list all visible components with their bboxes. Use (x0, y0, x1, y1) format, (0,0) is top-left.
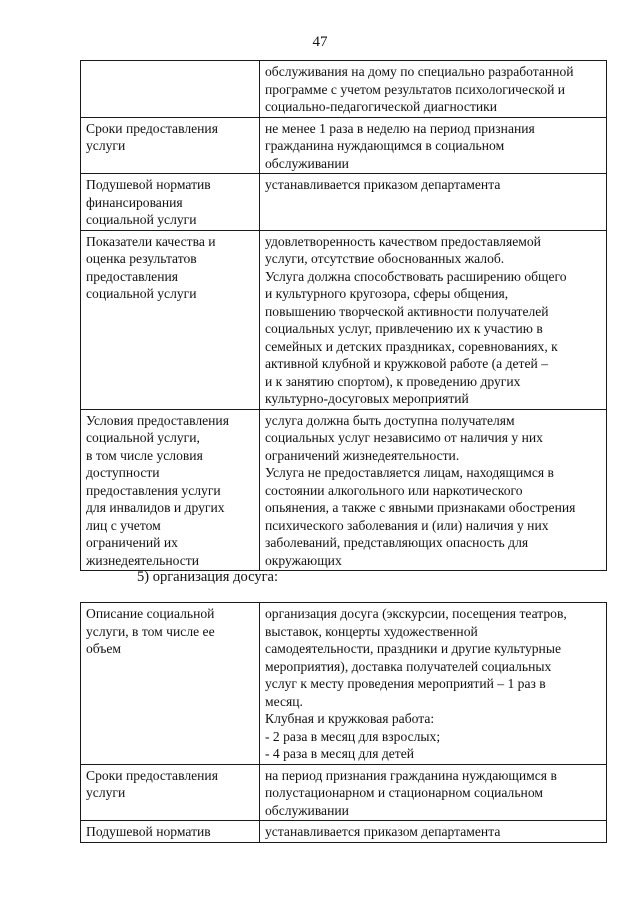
label-line: Подушевой норматив (86, 177, 211, 192)
value-line: гражданина нуждающимся в социальном (265, 138, 505, 153)
value-line: мероприятия), доставка получателей социальных (265, 658, 552, 674)
label-line: оценка результатов (86, 251, 197, 266)
label-line: услуги (86, 138, 126, 153)
row-value-cell (260, 603, 607, 765)
table-row (81, 174, 607, 231)
label-line: услуги (86, 785, 126, 800)
value-line: удовлетворенность качеством предоставляемой (265, 233, 541, 249)
value-line: программе с учетом результатов психологической и (265, 81, 566, 97)
value-line: - 4 раза в месяц для детей (265, 746, 415, 761)
label-line (86, 63, 254, 81)
value-line: окружающих (265, 552, 342, 568)
label-line: предоставления услуги (86, 482, 221, 498)
row-label-cell (81, 603, 260, 765)
row-label-cell (81, 409, 260, 571)
label-line: жизнедеятельности (86, 552, 199, 568)
value-line: социальных услуг, привлечению их к участию в (265, 321, 543, 336)
table-row (81, 409, 607, 571)
value-line: Клубная и кружковая работа: (265, 711, 435, 726)
label-line: услуги, в том числе ее (86, 623, 215, 639)
value-line: активной клубной и кружковой работе (а детей – (265, 356, 549, 371)
label-line: социальной услуги (86, 286, 197, 301)
section-heading: 5) организация досуга: (137, 569, 278, 585)
label-line: социальной услуги (86, 212, 197, 227)
value-line: социально-педагогической диагностики (265, 99, 498, 114)
label-line: ограничений их (86, 535, 178, 550)
label-line: в том числе условия (86, 447, 203, 463)
table-row (81, 117, 607, 174)
row-value-cell (260, 409, 607, 571)
value-line: социальных услуг независимо от наличия у них (265, 430, 543, 445)
row-label-cell (81, 117, 260, 174)
row-label-cell (81, 61, 260, 118)
value-line: и к занятию спортом), к проведению других (265, 373, 521, 389)
value-line: устанавливается приказом департамента (265, 824, 501, 839)
value-line: услуги, отсутствие обоснованных жалоб. (265, 251, 505, 266)
value-line: месяц. (265, 693, 303, 709)
table-row (81, 61, 607, 118)
value-line: выставок, концерты художественной (265, 623, 478, 639)
value-line: ограничений жизнедеятельности. (265, 447, 460, 463)
table-row (81, 230, 607, 409)
value-line: услуга должна быть доступна получателям (265, 412, 515, 428)
value-line: культурно-досуговых мероприятий (265, 391, 469, 406)
service-table-2 (80, 602, 607, 843)
row-value-cell (260, 230, 607, 409)
value-line: Услуга должна способствовать расширению общего (265, 268, 567, 284)
value-line: обслуживании (265, 802, 349, 818)
value-line: обслуживания на дому по специально разработанной (265, 64, 574, 79)
row-value-cell (260, 174, 607, 231)
table-row (81, 821, 607, 843)
value-line: заболеваний, представляющих опасность для (265, 535, 529, 550)
row-label-cell (81, 821, 260, 843)
label-line: для инвалидов и других (86, 500, 225, 515)
service-table-1 (80, 60, 607, 571)
label-line: Описание социальной (86, 606, 215, 621)
value-line: психического заболевания и (или) наличия у них (265, 517, 549, 533)
page-number: 47 (312, 34, 328, 50)
value-line: и культурного кругозора, сферы общения, (265, 286, 509, 301)
row-value-cell (260, 764, 607, 821)
value-line: Услуга не предоставляется лицам, находящимся в (265, 465, 554, 480)
value-line: - 2 раза в месяц для взрослых; (265, 728, 441, 744)
label-line: социальной услуги, (86, 430, 200, 445)
table-row (81, 764, 607, 821)
value-line: опьянения, а также с явными признаками обострения (265, 500, 576, 515)
label-line: лиц с учетом (86, 517, 161, 533)
value-line: не менее 1 раза в неделю на период признания (265, 120, 535, 136)
value-line: услуг к месту проведения мероприятий – 1 раз в (265, 676, 546, 691)
value-line: организация досуга (экскурсии, посещения театров, (265, 606, 567, 621)
value-line: на период признания гражданина нуждающимся в (265, 767, 557, 783)
value-line: устанавливается приказом департамента (265, 177, 501, 192)
label-line: доступности (86, 465, 160, 480)
value-line: семейных и детских праздниках, соревнованиях, к (265, 338, 558, 354)
value-line: полустационарном и стационарном социальном (265, 785, 543, 800)
row-value-cell (260, 821, 607, 843)
label-line: Сроки предоставления (86, 120, 218, 136)
value-line: повышению творческой активности получателей (265, 303, 549, 319)
label-line: финансирования (86, 194, 183, 210)
label-line: Сроки предоставления (86, 767, 218, 783)
label-line: предоставления (86, 268, 179, 284)
value-line: самодеятельности, праздники и другие культурные (265, 641, 561, 656)
row-value-cell (260, 61, 607, 118)
row-label-cell (81, 174, 260, 231)
label-line: Показатели качества и (86, 233, 216, 249)
row-label-cell (81, 764, 260, 821)
label-line: Условия предоставления (86, 412, 229, 428)
label-line: объем (86, 641, 122, 656)
row-label-cell (81, 230, 260, 409)
table-row (81, 603, 607, 765)
row-value-cell (260, 117, 607, 174)
value-line: состоянии алкогольного или наркотического (265, 482, 523, 498)
value-line: обслуживании (265, 155, 349, 171)
label-line: Подушевой норматив (86, 824, 211, 839)
